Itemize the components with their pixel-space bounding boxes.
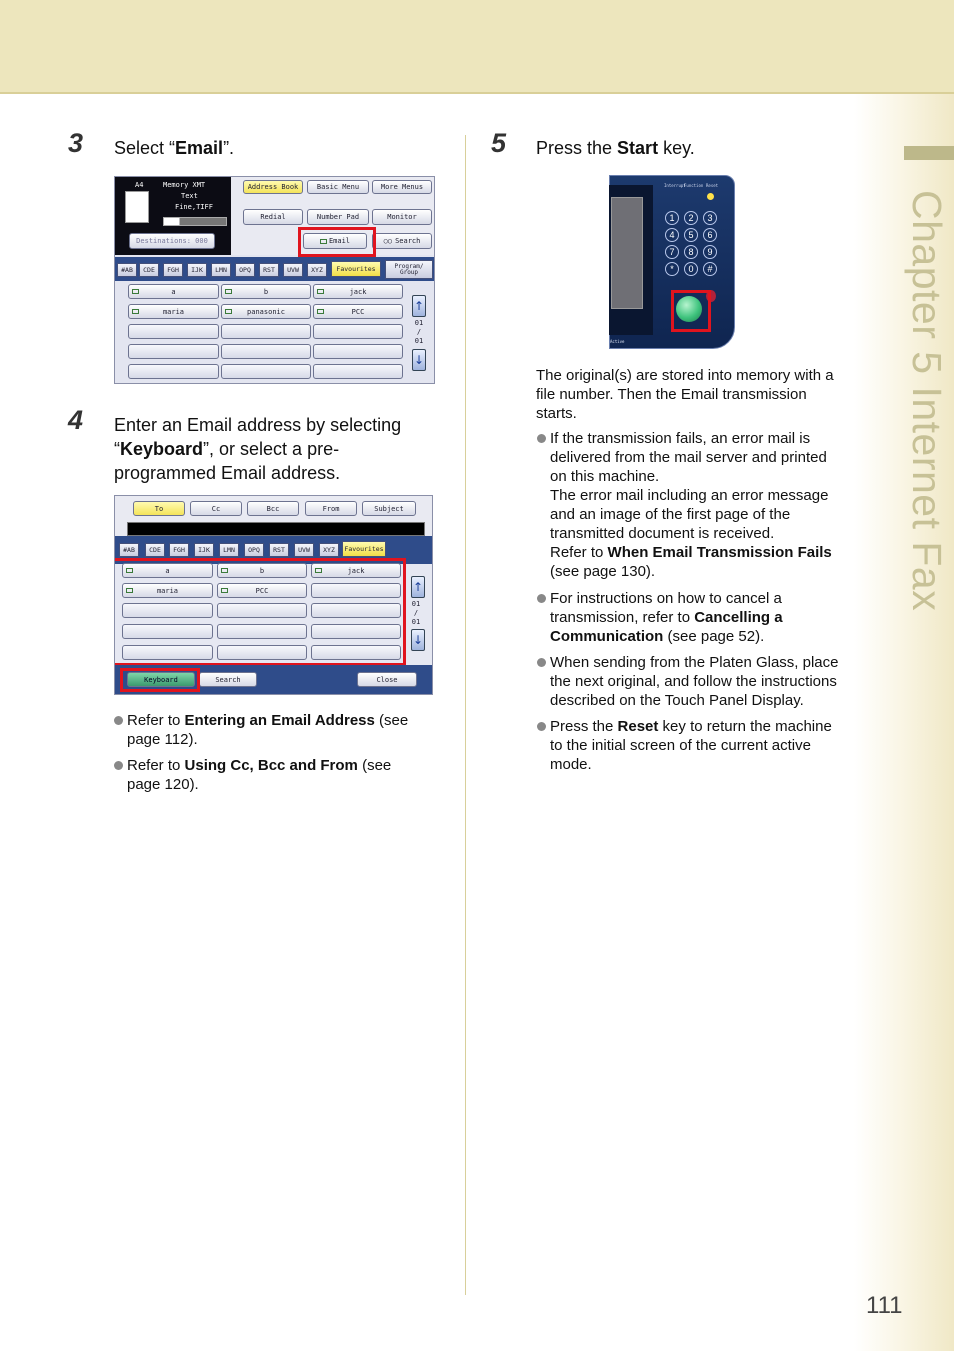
destinations-counter: Destinations: 000 <box>129 233 215 249</box>
paper-size: A4 <box>135 181 144 189</box>
tab-rst[interactable]: RST <box>269 543 289 557</box>
tab-lmn[interactable]: LMN <box>219 543 239 557</box>
tab-program-group[interactable]: Program/ Group <box>385 260 433 279</box>
email-address-screen <box>114 495 433 695</box>
key-5[interactable]: 5 <box>684 228 698 242</box>
email-button[interactable]: Email <box>303 233 367 249</box>
tab-favourites[interactable]: Favourites <box>342 541 386 557</box>
entry-b[interactable]: b <box>217 563 307 578</box>
contrast-slider[interactable] <box>163 217 227 226</box>
scroll-up-icon[interactable]: ↑ <box>411 576 425 598</box>
tab-favourites[interactable]: Favourites <box>331 261 381 277</box>
entry-empty[interactable] <box>128 324 219 339</box>
tab-ijk[interactable]: IJK <box>187 263 207 277</box>
tab-opq[interactable]: OPQ <box>235 263 255 277</box>
address-book-button[interactable]: Address Book <box>243 180 303 194</box>
entry-empty[interactable] <box>221 364 311 379</box>
to-field-tab[interactable]: To <box>133 501 185 516</box>
close-button[interactable]: Close <box>357 672 417 687</box>
key-hash[interactable]: # <box>703 262 717 276</box>
entry-maria[interactable]: maria <box>128 304 219 319</box>
cc-field-tab[interactable]: Cc <box>190 501 242 516</box>
tab-ab[interactable]: #AB <box>119 543 139 557</box>
tab-ab[interactable]: #AB <box>117 263 137 277</box>
entry-maria[interactable]: maria <box>122 583 213 598</box>
tab-uvw[interactable]: UVW <box>283 263 303 277</box>
scroll-up-icon[interactable]: ↑ <box>412 295 426 317</box>
resolution-text: Fine,TIFF <box>175 203 213 211</box>
bullet-cancel-transmission: For instructions on how to cancel a transmission, refer to Cancelling a Communication (see page 52). <box>550 589 865 646</box>
header-band <box>0 0 954 92</box>
key-1[interactable]: 1 <box>665 211 679 225</box>
entry-jack[interactable]: jack <box>313 284 403 299</box>
entry-jack[interactable]: jack <box>311 563 401 578</box>
step-4-text: Enter an Email address by selecting “Keyboard”, or select a pre- programmed Email address. <box>114 415 402 483</box>
entry-panasonic[interactable]: panasonic <box>221 304 311 319</box>
tab-cde[interactable]: CDE <box>145 543 165 557</box>
quality-text: Text <box>181 192 198 200</box>
step-5-text: Press the Start key. <box>536 138 695 158</box>
bullet-transmission-fails: If the transmission fails, an error mail is delivered from the mail server and printed on this machine. The error mail including an error message and an image of the first page of the transmitted document is received. Refer to When Email Transmission Fails (see page 130). <box>550 429 865 581</box>
tab-fgh[interactable]: FGH <box>169 543 189 557</box>
bullet-platen-glass: When sending from the Platen Glass, place the next original, and follow the instructions described on the Touch Panel Display. <box>550 653 865 710</box>
chapter-tab-marker <box>904 146 954 160</box>
address-input[interactable] <box>127 522 425 536</box>
tab-opq[interactable]: OPQ <box>244 543 264 557</box>
subject-field-tab[interactable]: Subject <box>362 501 416 516</box>
entry-empty[interactable] <box>221 344 311 359</box>
address-book-screen <box>114 176 435 384</box>
step-5-number: 5 <box>491 128 507 158</box>
entries-highlight <box>114 558 406 666</box>
entry-a[interactable]: a <box>122 563 213 578</box>
page-indicator: 01 / 01 <box>411 600 421 626</box>
tab-xyz[interactable]: XYZ <box>319 543 339 557</box>
redial-button[interactable]: Redial <box>243 209 303 225</box>
key-8[interactable]: 8 <box>684 245 698 259</box>
basic-menu-button[interactable]: Basic Menu <box>307 180 369 194</box>
entry-empty[interactable] <box>313 344 403 359</box>
tab-ijk[interactable]: IJK <box>194 543 214 557</box>
tab-fgh[interactable]: FGH <box>163 263 183 277</box>
document-icon <box>125 191 149 223</box>
chapter-label: Chapter 5 Internet Fax <box>904 190 950 612</box>
reset-label: Reset <box>706 183 719 188</box>
entry-empty[interactable] <box>313 364 403 379</box>
lcd-display <box>611 197 643 309</box>
column-divider <box>465 135 466 1295</box>
start-key-highlight <box>671 290 711 332</box>
status-panel <box>115 177 231 255</box>
key-4[interactable]: 4 <box>665 228 679 242</box>
tab-cde[interactable]: CDE <box>139 263 159 277</box>
entry-a[interactable]: a <box>128 284 219 299</box>
key-7[interactable]: 7 <box>665 245 679 259</box>
monitor-button[interactable]: Monitor <box>372 209 432 225</box>
step-3-text: Select “Email”. <box>114 138 235 158</box>
entry-empty[interactable] <box>128 364 219 379</box>
key-star[interactable]: * <box>665 262 679 276</box>
key-6[interactable]: 6 <box>703 228 717 242</box>
active-label: Active <box>610 339 625 344</box>
header-rule <box>0 92 954 94</box>
bullet-entering-email: Refer to Entering an Email Address (see page 112). <box>127 711 437 749</box>
entry-pcc[interactable]: PCC <box>217 583 307 598</box>
scroll-down-icon[interactable]: ↓ <box>412 349 426 371</box>
search-icon: ○○ <box>383 237 393 245</box>
from-field-tab[interactable]: From <box>305 501 357 516</box>
reset-indicator <box>707 193 714 200</box>
number-pad-button[interactable]: Number Pad <box>307 209 369 225</box>
control-panel-photo <box>609 175 735 352</box>
bcc-field-tab[interactable]: Bcc <box>247 501 299 516</box>
bullet-cc-bcc-from: Refer to Using Cc, Bcc and From (see page 120). <box>127 756 437 794</box>
tab-lmn[interactable]: LMN <box>211 263 231 277</box>
step-4-number: 4 <box>68 405 84 435</box>
key-2[interactable]: 2 <box>684 211 698 225</box>
search-button[interactable]: Search <box>199 672 257 687</box>
page-indicator: 01 / 01 <box>414 319 424 345</box>
search-button[interactable]: ○○ Search <box>372 233 432 249</box>
key-0[interactable]: 0 <box>684 262 698 276</box>
tab-xyz[interactable]: XYZ <box>307 263 327 277</box>
tab-rst[interactable]: RST <box>259 263 279 277</box>
keyboard-highlight <box>120 668 200 692</box>
keyboard-button[interactable]: Keyboard <box>127 672 195 687</box>
interrupt-label: Interrupt <box>664 183 686 188</box>
entry-b[interactable]: b <box>221 284 311 299</box>
step-3-number: 3 <box>68 128 84 158</box>
function-label: Function <box>684 183 704 188</box>
key-9[interactable]: 9 <box>703 245 717 259</box>
scroll-down-icon[interactable]: ↓ <box>411 629 425 651</box>
step-5-intro: The original(s) are stored into memory with a file number. Then the Email transmission starts. <box>536 367 834 422</box>
tab-uvw[interactable]: UVW <box>294 543 314 557</box>
mode-text: Memory XMT <box>163 181 206 189</box>
page-number: 111 <box>866 1292 903 1319</box>
entry-empty[interactable] <box>221 324 311 339</box>
entry-empty[interactable] <box>128 344 219 359</box>
bullet-reset-key: Press the Reset key to return the machine to the initial screen of the current active mode. <box>550 717 865 774</box>
email-highlight <box>298 227 376 257</box>
more-menus-button[interactable]: More Menus <box>372 180 432 194</box>
key-3[interactable]: 3 <box>703 211 717 225</box>
entry-empty[interactable] <box>313 324 403 339</box>
entry-pcc[interactable]: PCC <box>313 304 403 319</box>
